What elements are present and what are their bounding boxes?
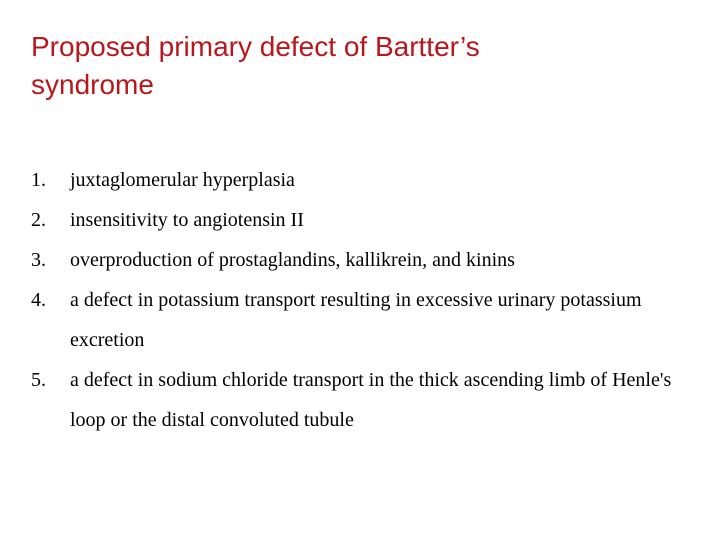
- list-item-number: 4.: [31, 289, 46, 311]
- numbered-list: [31, 160, 691, 440]
- list-item-text: overproduction of prostaglandins, kallikrein, and kinins: [70, 249, 515, 271]
- slide-title: [31, 28, 691, 104]
- list-item-text: juxtaglomerular hyperplasia: [70, 169, 295, 191]
- slide-title-line-1: Proposed primary defect of Bartter’s: [31, 31, 480, 62]
- list-item: [31, 240, 691, 280]
- list-item-number: 5.: [31, 369, 46, 391]
- list-item-number: 2.: [31, 209, 46, 231]
- list-item-text: a defect in potassium transport resulting in excessive urinary potassium excretion: [70, 289, 642, 351]
- list-item-number: 3.: [31, 249, 46, 271]
- list-item: [31, 200, 691, 240]
- list-item-text: a defect in sodium chloride transport in the thick ascending limb of Henle's loop or the distal convoluted tubule: [70, 369, 672, 431]
- list-item: [31, 280, 691, 360]
- slide-title-line-2: syndrome: [31, 69, 154, 100]
- list-item-text: insensitivity to angiotensin II: [70, 209, 304, 231]
- list-item: [31, 360, 691, 440]
- list-item-number: 1.: [31, 169, 46, 191]
- list-item: [31, 160, 691, 200]
